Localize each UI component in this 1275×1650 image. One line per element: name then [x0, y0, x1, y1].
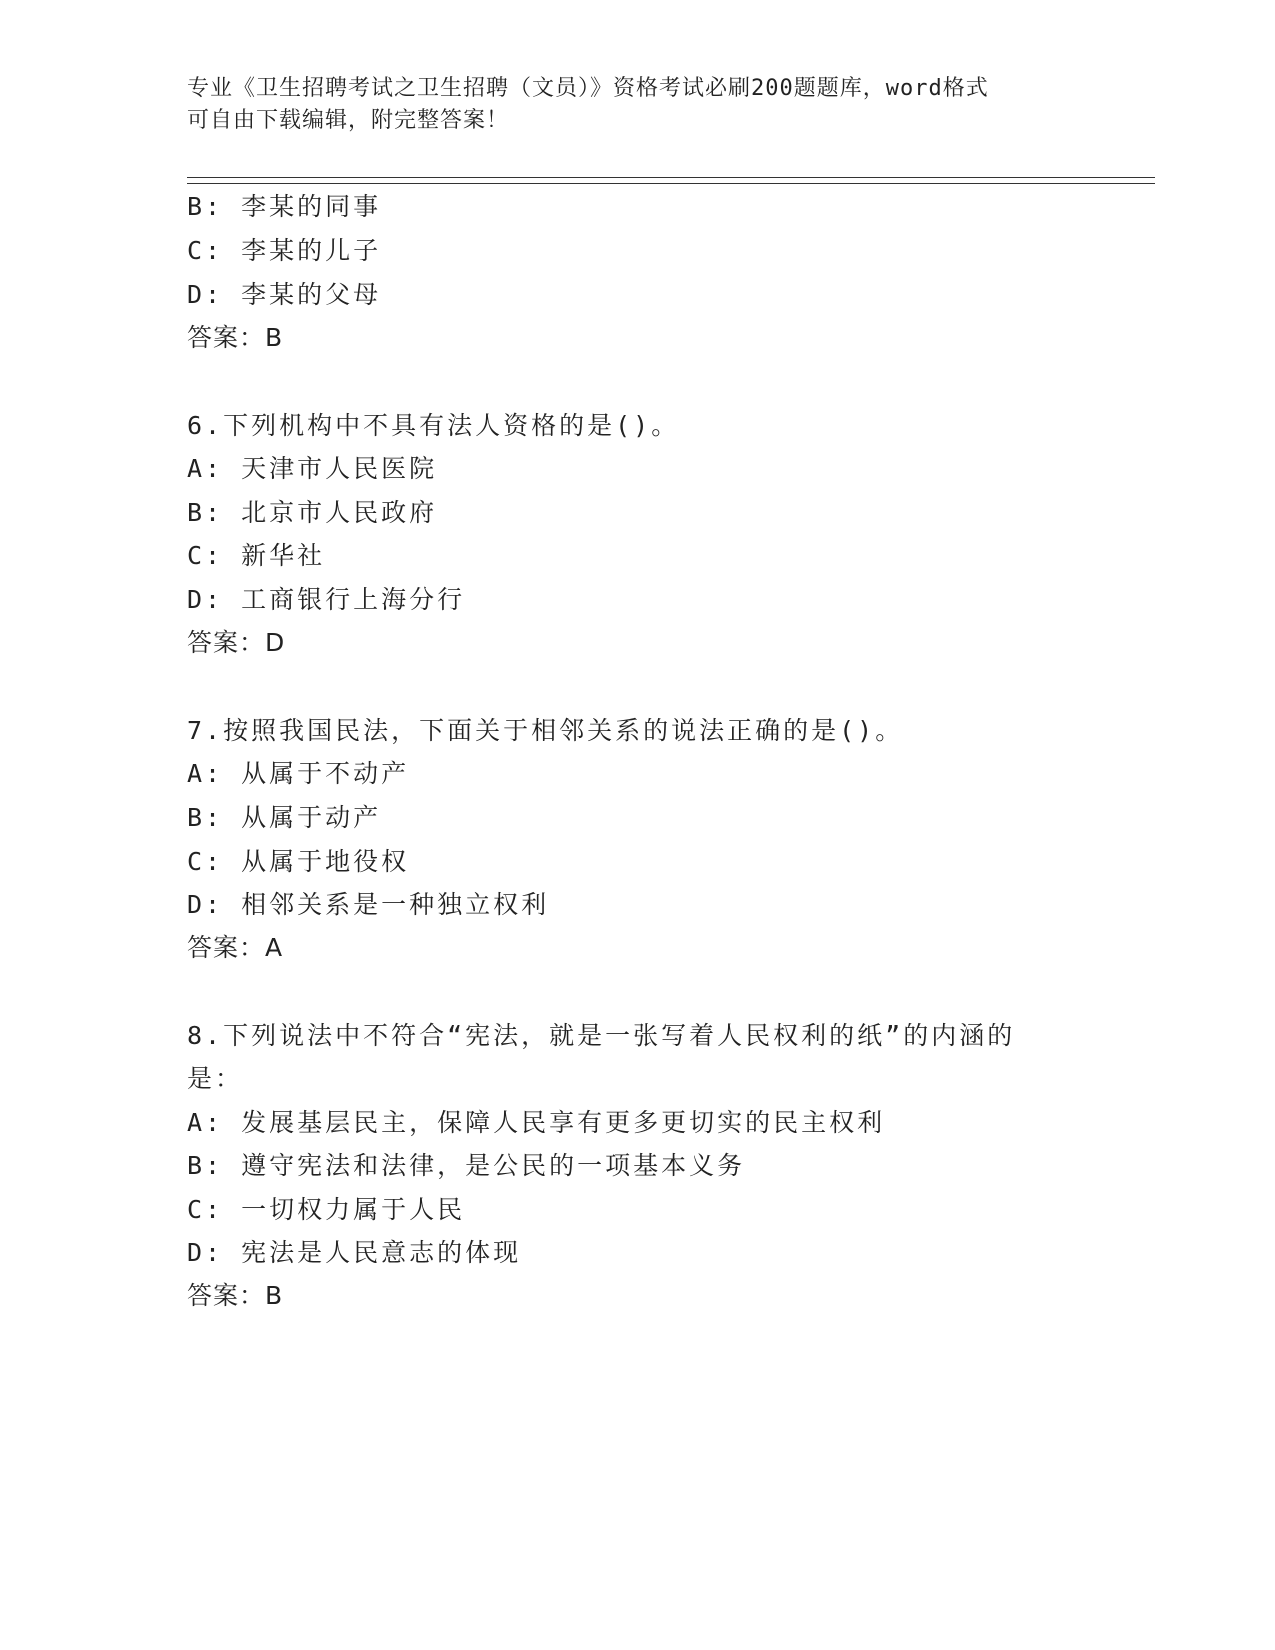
answer-text: 答案：B	[187, 323, 284, 352]
question-6-stem: 6.下列机构中不具有法人资格的是()。	[187, 411, 680, 440]
option-b: B: 从属于动产	[187, 803, 382, 832]
page-header	[187, 73, 1067, 137]
header-rule-top	[187, 177, 1155, 178]
answer-text: 答案：A	[187, 933, 284, 962]
option-a: A: 从属于不动产	[187, 759, 410, 788]
header-title-line-2: 可自由下载编辑，附完整答案！	[187, 108, 510, 133]
question-7-stem: 7.按照我国民法，下面关于相邻关系的说法正确的是()。	[187, 716, 904, 745]
option-b: B: 北京市人民政府	[187, 498, 438, 527]
header-rule-bottom	[187, 183, 1155, 184]
option-d: D: 相邻关系是一种独立权利	[187, 890, 550, 919]
option-b: B: 李某的同事	[187, 192, 382, 221]
header-title-line-1: 专业《卫生招聘考试之卫生招聘（文员）》资格考试必刷200题题库，word格式	[187, 76, 989, 101]
option-c: C: 李某的儿子	[187, 236, 382, 265]
option-c: C: 从属于地役权	[187, 847, 410, 876]
option-a: A: 天津市人民医院	[187, 454, 438, 483]
option-c: C: 新华社	[187, 541, 326, 570]
option-d: D: 工商银行上海分行	[187, 585, 466, 614]
option-c: C: 一切权力属于人民	[187, 1195, 466, 1224]
answer-text: 答案：D	[187, 628, 286, 657]
question-8-stem-line-1: 8.下列说法中不符合“宪法，就是一张写着人民权利的纸”的内涵的	[187, 1021, 1016, 1050]
option-d: D: 李某的父母	[187, 280, 382, 309]
option-a: A: 发展基层民主，保障人民享有更多更切实的民主权利	[187, 1108, 886, 1137]
question-8-stem-line-2: 是：	[187, 1064, 244, 1093]
option-d: D: 宪法是人民意志的体现	[187, 1238, 522, 1267]
option-b: B: 遵守宪法和法律，是公民的一项基本义务	[187, 1151, 746, 1180]
answer-text: 答案：B	[187, 1281, 284, 1310]
